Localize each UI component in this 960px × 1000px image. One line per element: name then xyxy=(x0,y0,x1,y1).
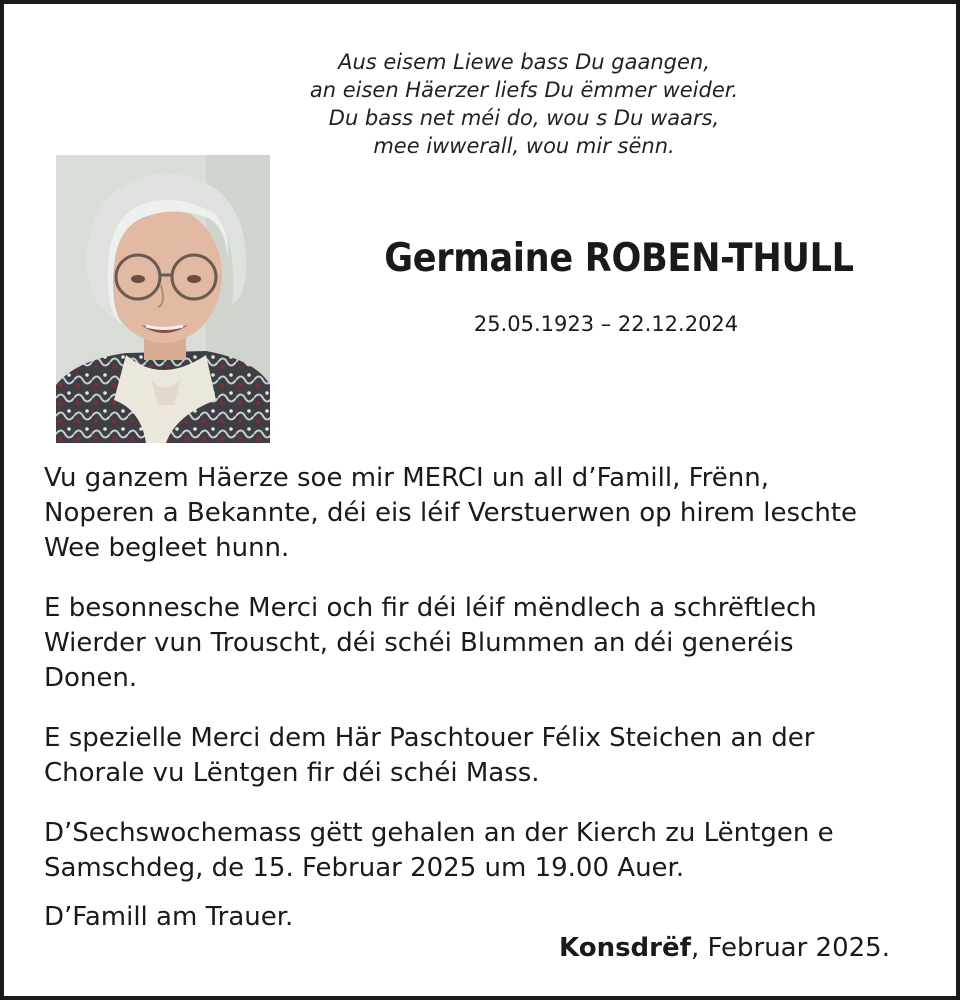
portrait-illustration xyxy=(56,155,270,443)
portrait-photo xyxy=(56,155,270,443)
poem-line: an eisen Häerzer liefs Du ëmmer weider. xyxy=(309,78,739,102)
text-line: Donen. xyxy=(44,663,138,693)
paragraph xyxy=(44,816,934,886)
place-date-line xyxy=(559,931,890,966)
poem xyxy=(174,48,874,160)
text-line: Chorale vu Lëntgen fir déi schéi Mass. xyxy=(44,758,540,788)
text-line: Samschdeg, de 15. Februar 2025 um 19.00 Auer. xyxy=(44,853,685,883)
text-line: Wee begleet hunn. xyxy=(44,533,290,563)
family-signature: D’Famill am Trauer. xyxy=(44,902,294,932)
paragraph xyxy=(44,721,934,791)
text-line: Wierder vun Trouscht, déi schéi Blummen an déi generéis xyxy=(44,628,794,658)
place-name: Konsdrëf xyxy=(559,933,691,963)
paragraph xyxy=(44,591,934,696)
poem-line: Du bass net méi do, wou s Du waars, xyxy=(328,106,720,130)
poem-line: Aus eisem Liewe bass Du gaangen, xyxy=(338,50,710,74)
thank-you-text xyxy=(44,461,934,911)
life-dates: 25.05.1923 – 22.12.2024 xyxy=(473,312,739,336)
text-line: Vu ganzem Häerze soe mir MERCI un all d’Famill, Frënn, xyxy=(44,463,769,493)
poem-line: mee iwwerall, wou mir sënn. xyxy=(373,134,675,158)
text-line: E besonnesche Merci och fir déi léif mëndlech a schrëftlech xyxy=(44,593,817,623)
text-line: E spezielle Merci dem Här Paschtouer Félix Steichen an der xyxy=(44,723,815,753)
closing-date: , Februar 2025. xyxy=(690,933,890,963)
deceased-name: Germaine ROBEN-THULL xyxy=(384,236,854,281)
text-line: Noperen a Bekannte, déi eis léif Verstuerwen op hirem leschte xyxy=(44,498,858,528)
paragraph xyxy=(44,461,934,566)
text-line: D’Sechswochemass gëtt gehalen an der Kierch zu Lëntgen e xyxy=(44,818,834,848)
